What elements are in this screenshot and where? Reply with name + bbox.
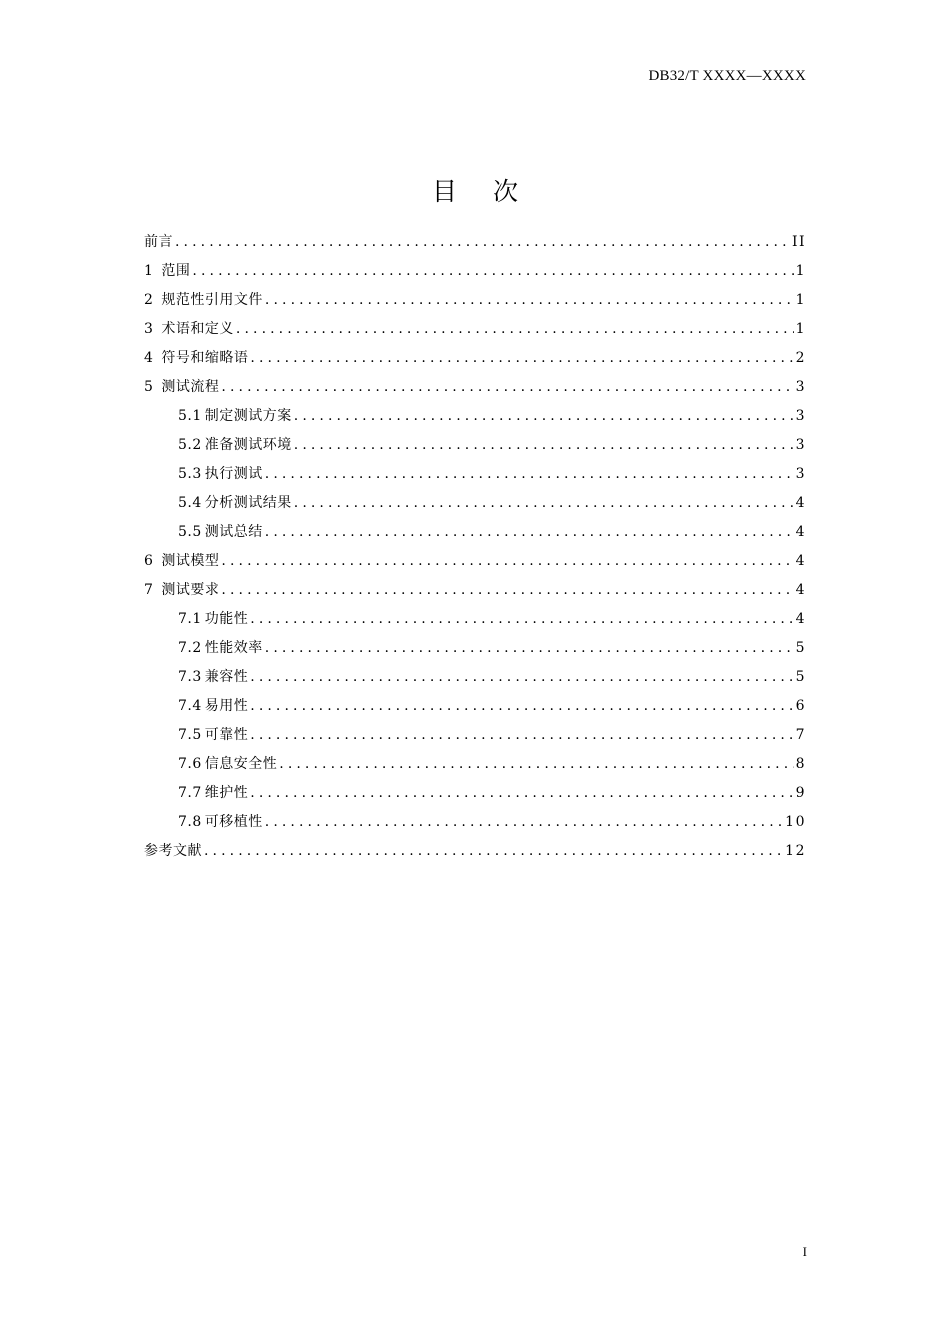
document-code: DB32/T XXXX—XXXX: [648, 68, 806, 84]
toc-entry[interactable]: [144, 782, 806, 811]
toc-entry-text: 范围: [161, 263, 191, 279]
toc-dot-leader: [175, 231, 790, 253]
toc-entry-page: 5: [795, 669, 806, 685]
toc-entry-number: 6: [144, 553, 154, 569]
toc-entry-number: 5.2: [178, 437, 202, 453]
toc-entry[interactable]: [144, 608, 806, 637]
toc-entry-page: 4: [795, 495, 806, 511]
toc-entry-number: 3: [144, 321, 154, 337]
toc-dot-leader: [294, 405, 794, 427]
toc-entry-label: [178, 463, 263, 485]
toc-entry-page: 1: [795, 321, 806, 337]
toc-entry-label: [144, 347, 248, 369]
toc-entry[interactable]: [144, 405, 806, 434]
toc-entry-number: 7: [144, 582, 154, 598]
toc-entry-label: [178, 608, 248, 630]
toc-dot-leader: [279, 753, 793, 775]
toc-entry-number: 7.8: [178, 814, 202, 830]
toc-entry-text: 符号和缩略语: [161, 350, 249, 366]
toc-entry-page: 12: [785, 843, 806, 859]
toc-entry-text: 兼容性: [204, 669, 249, 685]
toc-entry[interactable]: [144, 666, 806, 695]
toc-entry-page: 5: [795, 640, 806, 656]
toc-entry-text: 前言: [144, 234, 173, 250]
toc-entry-page: 9: [795, 785, 806, 801]
toc-entry[interactable]: [144, 347, 806, 376]
toc-entry[interactable]: [144, 289, 806, 318]
toc-entry-number: 4: [144, 350, 154, 366]
toc-entry[interactable]: [144, 811, 806, 840]
toc-entry-label: [144, 289, 263, 311]
toc-entry-text: 测试总结: [204, 524, 263, 540]
toc-entry-text: 测试流程: [161, 379, 220, 395]
toc-dot-leader: [294, 434, 794, 456]
toc-entry-number: 7.6: [178, 756, 202, 772]
toc-entry-number: 5.1: [178, 408, 202, 424]
toc-dot-leader: [265, 289, 794, 311]
toc-dot-leader: [221, 579, 793, 601]
toc-entry-page: 8: [795, 756, 806, 772]
toc-entry-number: 5.5: [178, 524, 202, 540]
toc-entry-number: 7.7: [178, 785, 202, 801]
toc-entry[interactable]: [144, 376, 806, 405]
toc-entry-page: 3: [795, 379, 806, 395]
toc-dot-leader: [250, 608, 793, 630]
toc-entry-page: 4: [795, 524, 806, 540]
toc-dot-leader: [265, 521, 794, 543]
toc-dot-leader: [265, 637, 794, 659]
toc-dot-leader: [236, 318, 794, 340]
toc-entry[interactable]: [144, 550, 806, 579]
toc-dot-leader: [250, 347, 793, 369]
toc-entry-label: [178, 434, 292, 456]
toc-entry-label: [178, 753, 277, 775]
toc-dot-leader: [221, 376, 793, 398]
toc-entry-label: [178, 695, 248, 717]
toc-entry-text: 可靠性: [204, 727, 249, 743]
toc-entry-label: [178, 637, 263, 659]
toc-entry-number: 7.3: [178, 669, 202, 685]
toc-entry-text: 信息安全性: [204, 756, 278, 772]
toc-entry-label: [144, 231, 173, 253]
toc-entry-page: II: [791, 234, 806, 250]
toc-dot-leader: [250, 666, 793, 688]
toc-dot-leader: [250, 782, 793, 804]
toc-entry-label: [178, 724, 248, 746]
toc-entry-label: [144, 579, 219, 601]
toc-entry-page: 2: [795, 350, 806, 366]
toc-entry[interactable]: [144, 637, 806, 666]
toc-entry[interactable]: [144, 724, 806, 753]
toc-entry-label: [178, 405, 292, 427]
toc-entry-text: 测试模型: [161, 553, 220, 569]
toc-entry-label: [178, 782, 248, 804]
toc-entry[interactable]: [144, 753, 806, 782]
toc-entry-text: 功能性: [204, 611, 249, 627]
toc-dot-leader: [192, 260, 793, 282]
toc-entry[interactable]: [144, 231, 806, 260]
toc-dot-leader: [265, 811, 783, 833]
toc-entry[interactable]: [144, 492, 806, 521]
toc-dot-leader: [221, 550, 793, 572]
toc-entry-number: 7.1: [178, 611, 202, 627]
toc-entry[interactable]: [144, 434, 806, 463]
toc-entry-page: 3: [795, 408, 806, 424]
toc-entry-text: 术语和定义: [161, 321, 234, 337]
toc-entry-page: 7: [795, 727, 806, 743]
toc-entry-number: 7.2: [178, 640, 202, 656]
toc-entry-page: 4: [795, 553, 806, 569]
toc-entry-page: 10: [785, 814, 806, 830]
toc-entry[interactable]: [144, 260, 806, 289]
toc-entry-number: 5.4: [178, 495, 202, 511]
toc-entry-label: [144, 318, 234, 340]
toc-entry[interactable]: [144, 463, 806, 492]
toc-entry-text: 制定测试方案: [204, 408, 292, 424]
toc-dot-leader: [204, 840, 783, 862]
toc-entry-label: [178, 811, 263, 833]
toc-entry-page: 4: [795, 582, 806, 598]
toc-entry-page: 6: [795, 698, 806, 714]
toc-entry-text: 分析测试结果: [204, 495, 292, 511]
toc-title: 目 次: [432, 177, 532, 206]
toc-entry-label: [178, 666, 248, 688]
table-of-contents: [144, 231, 806, 869]
toc-entry-label: [144, 840, 202, 862]
toc-entry[interactable]: [144, 579, 806, 608]
toc-dot-leader: [250, 724, 793, 746]
toc-entry-page: 4: [795, 611, 806, 627]
toc-entry-text: 准备测试环境: [204, 437, 292, 453]
toc-entry-text: 可移植性: [204, 814, 263, 830]
toc-entry-text: 规范性引用文件: [161, 292, 263, 308]
toc-entry-label: [144, 260, 190, 282]
toc-entry-number: 5: [144, 379, 154, 395]
toc-entry[interactable]: [144, 840, 806, 869]
toc-entry-label: [144, 376, 219, 398]
toc-dot-leader: [294, 492, 794, 514]
toc-entry-label: [178, 521, 263, 543]
toc-entry-text: 易用性: [204, 698, 249, 714]
toc-entry-page: 3: [795, 466, 806, 482]
toc-entry[interactable]: [144, 695, 806, 724]
toc-entry-page: 1: [795, 263, 806, 279]
toc-entry-number: 2: [144, 292, 154, 308]
toc-entry-text: 测试要求: [161, 582, 220, 598]
toc-entry[interactable]: [144, 318, 806, 347]
toc-entry-text: 性能效率: [204, 640, 263, 656]
toc-entry-label: [178, 492, 292, 514]
page-number: I: [802, 1244, 807, 1259]
toc-entry-number: 7.5: [178, 727, 202, 743]
toc-entry-label: [144, 550, 219, 572]
toc-entry-number: 1: [144, 263, 154, 279]
toc-entry-text: 执行测试: [204, 466, 263, 482]
toc-entry-text: 维护性: [204, 785, 249, 801]
toc-entry-text: 参考文献: [144, 843, 202, 859]
toc-entry-page: 3: [795, 437, 806, 453]
toc-entry-number: 5.3: [178, 466, 202, 482]
toc-dot-leader: [250, 695, 793, 717]
toc-dot-leader: [265, 463, 794, 485]
toc-entry[interactable]: [144, 521, 806, 550]
toc-entry-number: 7.4: [178, 698, 202, 714]
toc-entry-page: 1: [795, 292, 806, 308]
